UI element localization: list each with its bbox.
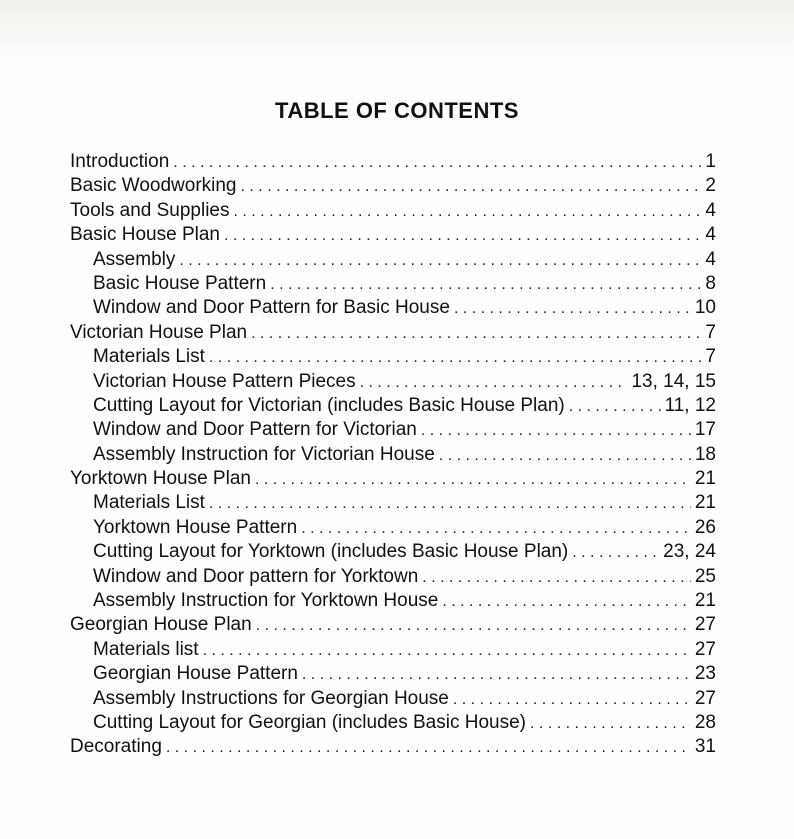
toc-entry-title: Assembly Instruction for Victorian House: [93, 443, 435, 465]
toc-entry: [70, 735, 716, 759]
dot-leader: [454, 297, 691, 321]
toc-subentry: [70, 687, 716, 711]
dot-leader: [166, 736, 691, 760]
toc-entry-title: Victorian House Plan: [70, 321, 248, 343]
toc-page-number: 2: [705, 175, 716, 197]
toc-subentry: [70, 296, 716, 320]
toc-page-number: 13, 14, 15: [631, 370, 716, 392]
toc-entry-title: Window and Door Pattern for Victorian: [93, 419, 417, 441]
toc-subentry: [70, 662, 716, 686]
dot-leader: [301, 517, 691, 541]
toc-entry: [70, 150, 716, 174]
toc-entry-title: Materials List: [93, 346, 205, 368]
dot-leader: [234, 200, 702, 224]
toc-subentry: [70, 370, 716, 394]
dot-leader: [453, 688, 691, 712]
dot-leader: [209, 346, 702, 370]
toc-entry-title: Cutting Layout for Georgian (includes Basic House): [93, 711, 527, 733]
toc-page-number: 1: [705, 151, 716, 172]
dot-leader: [241, 175, 702, 199]
toc-entry-title: Assembly Instructions for Georgian House: [93, 687, 449, 709]
dot-leader: [224, 224, 701, 248]
toc-page-number: 7: [705, 346, 716, 368]
toc-entry-title: Decorating: [70, 736, 162, 758]
toc-page-number: 27: [694, 687, 716, 709]
toc-subentry: [70, 418, 716, 442]
toc-entry: [70, 467, 716, 491]
table-of-contents-list: [70, 150, 716, 760]
dot-leader: [256, 614, 691, 638]
dot-leader: [302, 663, 691, 687]
toc-entry-title: Assembly: [93, 248, 176, 270]
toc-page-number: 21: [694, 590, 716, 612]
toc-subentry: [70, 565, 716, 589]
toc-page-number: 8: [705, 272, 716, 294]
dot-leader: [530, 712, 691, 736]
toc-entry-title: Basic Woodworking: [70, 175, 237, 197]
toc-entry-title: Basic House Plan: [70, 224, 220, 246]
toc-page-number: 4: [705, 248, 716, 270]
toc-entry-title: Cutting Layout for Victorian (includes Basic House Plan): [93, 394, 565, 416]
dot-leader: [179, 249, 701, 273]
toc-entry-title: Materials list: [93, 638, 199, 660]
toc-entry-title: Georgian House Pattern: [93, 663, 298, 685]
toc-entry-title: Basic House Pattern: [93, 272, 267, 294]
toc-subentry: [70, 394, 716, 418]
dot-leader: [422, 566, 691, 590]
toc-entry-title: Georgian House Plan: [70, 614, 252, 636]
toc-entry-title: Tools and Supplies: [70, 199, 230, 221]
dot-leader: [572, 541, 659, 565]
dot-leader: [439, 444, 691, 468]
page-title: TABLE OF CONTENTS: [275, 98, 519, 123]
toc-page-number: 10: [694, 297, 716, 319]
toc-page-number: 21: [694, 492, 716, 514]
toc-entry-title: Victorian House Pattern Pieces: [93, 370, 356, 392]
toc-entry: [70, 321, 716, 345]
toc-entry-title: Materials List: [93, 492, 205, 514]
toc-entry: [70, 199, 716, 223]
toc-entry: [70, 613, 716, 637]
toc-subentry: [70, 248, 716, 272]
toc-subentry: [70, 540, 716, 564]
toc-subentry: [70, 589, 716, 613]
toc-page-number: 31: [694, 736, 716, 758]
toc-page-number: 7: [705, 321, 716, 343]
toc-page-number: 25: [694, 565, 716, 587]
toc-entry-title: Cutting Layout for Yorktown (includes Basic House Plan): [93, 541, 569, 563]
toc-subentry: [70, 345, 716, 369]
toc-page-number: 18: [694, 443, 716, 465]
toc-subentry: [70, 711, 716, 735]
dot-leader: [421, 419, 691, 443]
toc-entry-title: Assembly Instruction for Yorktown House: [93, 590, 439, 612]
toc-entry-title: Window and Door pattern for Yorktown: [93, 565, 419, 587]
toc-page-number: 23, 24: [663, 541, 716, 563]
toc-page-number: 4: [705, 224, 716, 246]
toc-page-number: 23: [694, 663, 716, 685]
toc-entry-title: Introduction: [70, 151, 170, 172]
toc-page-number: 4: [705, 199, 716, 221]
toc-page-number: 11, 12: [664, 394, 716, 416]
toc-page-number: 28: [694, 711, 716, 733]
toc-subentry: [70, 491, 716, 515]
toc-entry-title: Yorktown House Pattern: [93, 516, 298, 538]
toc-subentry: [70, 443, 716, 467]
toc-page-number: 17: [694, 419, 716, 441]
dot-leader: [360, 371, 628, 395]
toc-entry: [70, 223, 716, 247]
toc-entry: [70, 174, 716, 198]
dot-leader: [255, 468, 691, 492]
scan-shadow: [0, 0, 794, 60]
dot-leader: [270, 273, 701, 297]
dot-leader: [569, 395, 661, 419]
toc-page-number: 27: [694, 614, 716, 636]
toc-subentry: [70, 516, 716, 540]
toc-entry-title: Window and Door Pattern for Basic House: [93, 297, 450, 319]
dot-leader: [173, 151, 701, 175]
dot-leader: [209, 492, 691, 516]
toc-subentry: [70, 638, 716, 662]
dot-leader: [251, 322, 701, 346]
dot-leader: [203, 639, 691, 663]
toc-page-number: 21: [694, 468, 716, 490]
toc-subentry: [70, 272, 716, 296]
toc-entry-title: Yorktown House Plan: [70, 468, 251, 490]
toc-page-number: 26: [694, 516, 716, 538]
toc-page-number: 27: [694, 638, 716, 660]
dot-leader: [442, 590, 691, 614]
